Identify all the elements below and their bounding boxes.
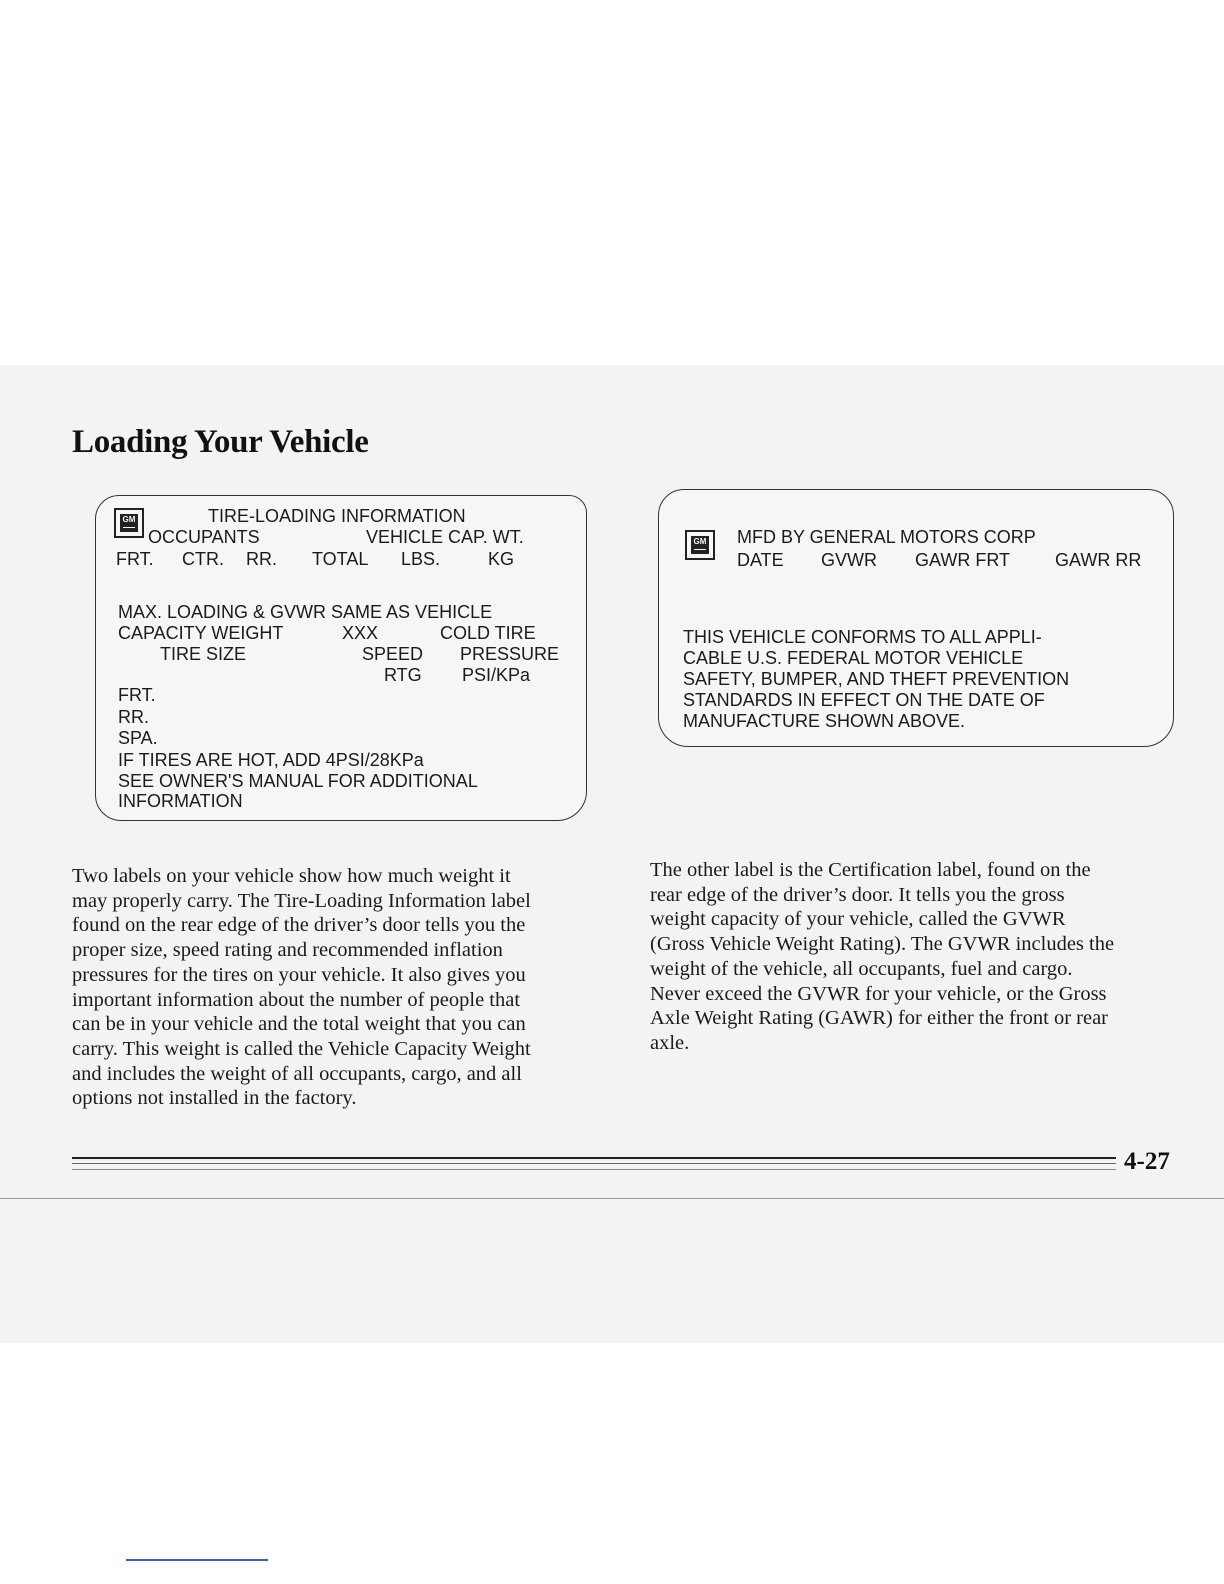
speed-label: SPEED — [362, 644, 424, 664]
conformance-line: STANDARDS IN EFFECT ON THE DATE OF — [683, 690, 1045, 710]
footer-rule — [72, 1157, 1116, 1159]
occupants-label: OCCUPANTS — [148, 527, 260, 547]
row-rr-label: RR. — [118, 707, 149, 727]
footer-rule — [72, 1169, 1116, 1170]
tire-loading-label — [95, 495, 587, 821]
vehicle-cap-label: VEHICLE CAP. WT. — [366, 527, 524, 547]
text-line: The other label is the Certification label, found on the — [650, 859, 1091, 881]
capacity-weight-value: XXX — [342, 623, 379, 643]
cold-tire-label: COLD TIRE — [440, 623, 536, 643]
text-line: weight of the vehicle, all occupants, fuel and cargo. — [650, 957, 1073, 980]
text-line: Axle Weight Rating (GAWR) for either the front or rear — [650, 1007, 1108, 1030]
tire-size-label: TIRE SIZE — [160, 644, 247, 664]
psi-kpa-label: PSI/KPa — [462, 665, 531, 685]
text-line: rear edge of the driver’s door. It tells you the gross — [650, 883, 1065, 906]
conformance-line: MANUFACTURE SHOWN ABOVE. — [683, 711, 966, 731]
page-number: 4-27 — [1124, 1148, 1170, 1175]
text-line: weight capacity of your vehicle, called the GVWR — [650, 908, 1066, 931]
page-edge-rule — [0, 1198, 1224, 1199]
text-line: carry. This weight is called the Vehicle Capacity Weight — [72, 1037, 531, 1060]
kg-column: KG — [488, 549, 515, 569]
ctr-column: CTR. — [182, 549, 224, 569]
manufacturer-line: MFD BY GENERAL MOTORS CORP — [737, 527, 1036, 547]
tire-label-heading: TIRE-LOADING INFORMATION — [208, 506, 466, 526]
conformance-line: THIS VEHICLE CONFORMS TO ALL APPLI- — [683, 627, 1042, 647]
total-column: TOTAL — [312, 549, 369, 569]
lbs-column: LBS. — [401, 549, 441, 569]
text-line: found on the rear edge of the driver’s door tells you the — [72, 914, 526, 937]
capacity-weight-label: CAPACITY WEIGHT — [118, 623, 284, 643]
row-spa-label: SPA. — [118, 728, 158, 748]
date-column: DATE — [737, 550, 784, 570]
pressure-label: PRESSURE — [460, 644, 560, 664]
max-loading-text: MAX. LOADING & GVWR SAME AS VEHICLE — [118, 602, 493, 622]
gm-logo-icon: GM — [114, 508, 144, 538]
text-line: Never exceed the GVWR for your vehicle, or the Gross — [650, 982, 1107, 1005]
certification-label — [658, 489, 1174, 747]
right-paragraph — [650, 858, 1114, 1056]
conformance-line: CABLE U.S. FEDERAL MOTOR VEHICLE — [683, 648, 1024, 668]
text-line: important information about the number of people that — [72, 988, 521, 1011]
see-manual-note: SEE OWNER'S MANUAL FOR ADDITIONAL — [118, 771, 478, 791]
text-line: axle. — [650, 1031, 690, 1054]
gvwr-column: GVWR — [821, 550, 877, 570]
information-note: INFORMATION — [118, 791, 243, 811]
text-line: (Gross Vehicle Weight Rating). The GVWR includes the — [650, 933, 1115, 956]
row-frt-label: FRT. — [118, 685, 156, 705]
rr-column: RR. — [246, 549, 277, 569]
gawr-rr-column: GAWR RR — [1055, 550, 1142, 570]
gm-logo-icon: GM — [685, 530, 715, 560]
bottom-link-rule — [126, 1559, 268, 1561]
frt-column: FRT. — [116, 549, 154, 569]
text-line: proper size, speed rating and recommended inflation — [72, 939, 503, 962]
text-line: may properly carry. The Tire-Loading Information label — [72, 889, 531, 912]
text-line: options not installed in the factory. — [72, 1087, 357, 1110]
hot-tires-note: IF TIRES ARE HOT, ADD 4PSI/28KPa — [118, 750, 424, 770]
text-line: can be in your vehicle and the total weight that you can — [72, 1013, 526, 1036]
conformance-line: SAFETY, BUMPER, AND THEFT PREVENTION — [683, 669, 1070, 689]
text-line: pressures for the tires on your vehicle. It also gives you — [72, 963, 526, 986]
left-paragraph — [72, 864, 531, 1111]
page-title: Loading Your Vehicle — [72, 424, 369, 460]
rtg-label: RTG — [384, 665, 422, 685]
text-line: Two labels on your vehicle show how much weight it — [72, 865, 511, 887]
text-line: and includes the weight of all occupants, cargo, and all — [72, 1062, 522, 1085]
footer-rule — [72, 1163, 1116, 1164]
gawr-frt-column: GAWR FRT — [915, 550, 1010, 570]
